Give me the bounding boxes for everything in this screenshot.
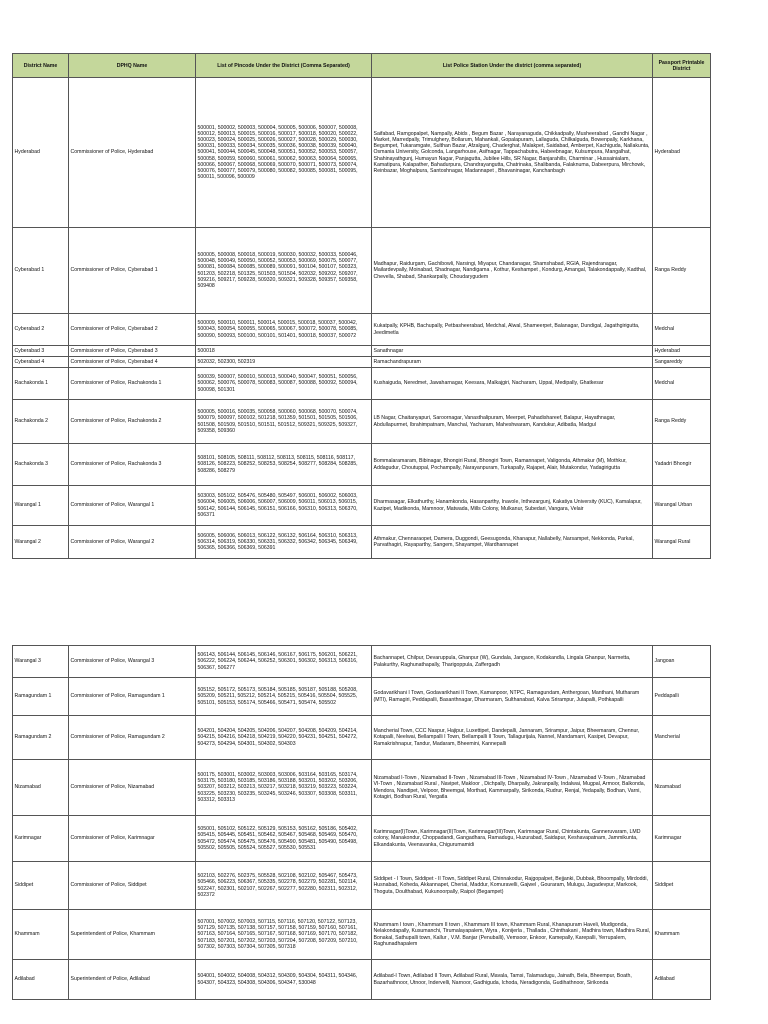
district-name-cell: Cyberabad 3 — [13, 346, 69, 357]
pincode-list-cell: 503003, 505102, 505476, 505480, 505497, 506001, 506002, 506003, 506004, 506005, 506006, 506007, 506009, 506011, 506013, 506015, 506142, 506144, 506145, 506151, 506166, 506310, 506313, 506370, 506371 — [196, 486, 372, 526]
table-row — [13, 486, 711, 526]
table-row — [13, 444, 711, 486]
dphq-name-cell: Superintendent of Police, Khammam — [69, 910, 196, 960]
table-row — [13, 716, 711, 760]
pincode-list-cell: 506143, 506144, 506145, 506146, 506167, 506175, 506201, 506221, 506222, 506224, 506244, 506252, 506301, 506302, 506313, 506316, 506367, 506277 — [196, 646, 372, 678]
table-row — [13, 678, 711, 716]
pincode-list-cell: 508101, 508105, 508111, 508112, 508113, 508115, 508116, 508117, 508126, 508223, 508252, 508253, 508254, 508277, 508284, 508285, 508286, 508279 — [196, 444, 372, 486]
pincode-list-cell: 502103, 502276, 502375, 505528, 502108, 502102, 505467, 505473, 505466, 506223, 506367, 505335, 502278, 502279, 502281, 502114, 502247, 502301, 502107, 502267, 502277, 502280, 502311, 502312, 502372 — [196, 862, 372, 910]
passport-district-cell: Adilabad — [653, 960, 711, 1000]
passport-district-cell: Warangal Rural — [653, 526, 711, 559]
police-station-list-cell: Kushaiguda, Neredmet, Jawaharnagar, Keesara, Malkajgiri, Nacharam, Uppal, Medipally, Ghatkesar — [372, 368, 653, 400]
table-row — [13, 526, 711, 559]
pincode-list-cell: 500001, 500002, 500003, 500004, 500005, 500006, 500007, 500008, 500012, 500013, 500015, 500016, 500017, 500018, 500020, 500022, 500023, 500024, 500025, 500026, 500027, 500028, 500029, 500030, 500031, 500033, 500034, 500035, 500036, 500038, 500039, 500040, 500041, 500044, 500045, 500048, 500051, 500052, 500053, 500057, 500058, 500059, 500060, 500061, 500062, 500063, 500064, 500065, 500066, 500067, 500068, 500069, 500070, 500071, 500073, 500074, 500076, 500077, 500079, 500080, 500082, 500085, 500081, 500095, 500011, 500096, 500009 — [196, 78, 372, 228]
passport-district-cell: Nizamabad — [653, 760, 711, 816]
district-name-cell: Nizamabad — [13, 760, 69, 816]
district-name-cell: Hyderabad — [13, 78, 69, 228]
passport-district-cell: Hyderabad — [653, 78, 711, 228]
pincode-list-cell: 506005, 506006, 506013, 506122, 506132, 506164, 506310, 506313, 506314, 506319, 506330, 506331, 506332, 506342, 506345, 506349, 506365, 506366, 506369, 506391 — [196, 526, 372, 559]
passport-district-cell: Hyderabad — [653, 346, 711, 357]
district-name-cell: Warangal 2 — [13, 526, 69, 559]
police-station-list-cell: Sanathnagar — [372, 346, 653, 357]
dphq-name-cell: Commissioner of Police, Warangal 1 — [69, 486, 196, 526]
pincode-list-cell: 500005, 500016, 500035, 500058, 500060, 500068, 500070, 500074, 500079, 500097, 500102, 501218, 501359, 501501, 501505, 501506, 501508, 501509, 501510, 501511, 501512, 509321, 509325, 509327, 509358, 509360 — [196, 400, 372, 444]
passport-district-cell: Medchal — [653, 368, 711, 400]
pincode-list-cell: 505152, 505172, 505173, 505184, 505185, 505187, 505188, 505208, 505209, 505211, 505212, 505214, 505215, 505416, 505504, 505525, 505101, 505153, 505174, 505466, 505471, 505474, 505502 — [196, 678, 372, 716]
district-name-cell: Siddipet — [13, 862, 69, 910]
table-row — [13, 346, 711, 357]
passport-district-cell: Medchal — [653, 314, 711, 346]
passport-district-cell: Yadadri Bhongir — [653, 444, 711, 486]
pincode-list-cell: 500018 — [196, 346, 372, 357]
dphq-name-cell: Commissioner of Police, Cyberabad 2 — [69, 314, 196, 346]
district-name-cell: Cyberabad 4 — [13, 357, 69, 368]
dphq-name-cell: Commissioner of Police, Cyberabad 4 — [69, 357, 196, 368]
dphq-name-cell: Commissioner of Police, Rachakonda 3 — [69, 444, 196, 486]
passport-district-cell: Ranga Reddy — [653, 400, 711, 444]
dphq-name-cell: Commissioner of Police, Cyberabad 1 — [69, 228, 196, 314]
pincode-list-cell: 500009, 500010, 500011, 500014, 500015, 500018, 500037, 500042, 500043, 500054, 500055, 500065, 500067, 500072, 500078, 500085, 500090, 500093, 500100, 500101, 501401, 500018, 500037, 500072 — [196, 314, 372, 346]
districts-table-page-2 — [12, 645, 711, 1000]
police-station-list-cell: Ramachandrapuram — [372, 357, 653, 368]
table-row — [13, 357, 711, 368]
police-station-list-cell: Godavarikhani I Town, Godavarikhani II Town, Kamanpoor, NTPC, Ramagundam, Anthergoan, Manthani, Mutharam (MTI), Ramagiri, Peddapalli, Basanthnagar, Dharmaram, Sulthanabad, Kalva Srirampur, Julapalli, Pothkapalli — [372, 678, 653, 716]
dphq-name-cell: Commissioner of Police, Ramagundam 2 — [69, 716, 196, 760]
district-name-cell: Karimnagar — [13, 816, 69, 862]
passport-district-cell: Mancherial — [653, 716, 711, 760]
table-row — [13, 314, 711, 346]
police-station-list-cell: Karimnagar(I)Town, Karimnagar(II)Town, Karimnagar(III)Town, Karimnagar Rural, Chintakunta, Ganneruvaram, LMD colony, Manakondur, Choppadandi, Gangadhara, Ramadugu, Huzurabad, Saidapur, Keshavapatnam, Jammikunta, Elkandakunta, Veenavanka, Chigurumamidi — [372, 816, 653, 862]
dphq-name-cell: Commissioner of Police, Warangal 3 — [69, 646, 196, 678]
pincode-list-cell: 504001, 504002, 504008, 504312, 504309, 504304, 504311, 504346, 504307, 504323, 504308, 504306, 504347, 530048 — [196, 960, 372, 1000]
table-row — [13, 862, 711, 910]
district-name-cell: Warangal 3 — [13, 646, 69, 678]
police-station-list-cell: Dharmasagar, Elkathurthy, Hanamkonda, Hasanparthy, Inavole, Inthezargunj, Kakatiya University (KUC), Kamalapur, Kazipet, Madikonda, Mamnoor, Matwada, Mills Colony, Mulkanur, Subedari, Vangara, Velair — [372, 486, 653, 526]
header-passport-district: Passport Printable District — [653, 54, 711, 78]
dphq-name-cell: Commissioner of Police, Ramagundam 1 — [69, 678, 196, 716]
police-station-list-cell: Bachannapet, Chilpur, Devaruppula, Ghanpur (W), Gundala, Jangaon, Kodakandla, Lingala Ghanpur, Narmetta, Palakurthy, Raghunathapally, Tharigoppula, Zaffergadh — [372, 646, 653, 678]
pincode-list-cell: 502032, 502300, 502319 — [196, 357, 372, 368]
police-station-list-cell: Nizamabad I-Town , Nizamabad II-Town , Nizamabad III-Town , Nizamabad IV-Town , Nizamabad V-Town , Nizamabad VI-Town , Nizamabad Rural , Navipet, Makloor , Dichpally, Dharpally, Jakranpally, Indalwai, Mugpal, Armoor, Balkonda, Mendora, Nandipet, Velpoor, Bheemgal, Morthad, Kammarpally, Sirikonda, Rudrur, Renjal, Yedapally, Bodhan, Varni, Kotagiri, Bodhan Rural, Yergatla — [372, 760, 653, 816]
police-station-list-cell: Athmakur, Chennaraopet, Damera, Duggondi, Geesugonda, Khanapur, Nallabelly, Narsampet, Nekkonda, Parkal, Parvathagiri, Rayaparthy, Sangem, Shayampet, Wardhannapet — [372, 526, 653, 559]
table-row — [13, 368, 711, 400]
passport-district-cell: Jangoan — [653, 646, 711, 678]
police-station-list-cell: Saifabad, Ramgopalpet, Nampally, Abids , Begum Bazar , Narayanaguda, Chikkadpally, Musheerabad , Gandhi Nagar , Market, Marredpally, Trimulghery, Bollarum, Mahankali, Gopalapuram, Lallaguda, Chilkalguda, Bowenpally, Karkhana, Begumpet, Tukaramgate, Sulthan Bazar, Afzalgunj, Chaderghat, Malakpet, Saidabad, Amberpet, Kachiguda, Nallakunta, Osmania University, Golconda, Langarhouse, Asifnagar, Tappachabutra, Habeebnagar, Kulsumpura, Mangalhat, Shahinayathgunj, Humayun Nagar, Panjagutta, Jubilee Hills, SR Nagar, Banjarahills, Charminar , Hussainialam, Kamatipura, Kalapather, Bahadurpura, Chandrayangutta, Chatrinaka, Shalibanda, Falaknuma, Dabeerpura, Mirchowk, Reinbazar, Moghalpura, Santoshnagar, Madannapet , Bhavaninagar, Kanchanbagh — [372, 78, 653, 228]
table-row — [13, 228, 711, 314]
passport-district-cell: Siddipet — [653, 862, 711, 910]
district-name-cell: Ramagundam 2 — [13, 716, 69, 760]
district-name-cell: Warangal 1 — [13, 486, 69, 526]
district-name-cell: Cyberabad 1 — [13, 228, 69, 314]
passport-district-cell: Khammam — [653, 910, 711, 960]
district-name-cell: Rachakonda 2 — [13, 400, 69, 444]
district-name-cell: Cyberabad 2 — [13, 314, 69, 346]
district-name-cell: Rachakonda 3 — [13, 444, 69, 486]
pincode-list-cell: 505001, 505102, 505122, 505129, 505153, 505162, 505186, 505402, 505415, 505445, 505451, 505462, 505467, 505468, 505469, 505470, 505472, 505474, 505475, 505476, 505490, 505481, 505490, 505498, 505502, 505505, 505524, 505527, 505530, 505531 — [196, 816, 372, 862]
police-station-list-cell: Mancherial Town, CCC Naspur, Hajipur, Luxettipet, Dandepalli, Jannaram, Srirampur, Jaipur, Bheemaram, Chennur, Kotapalli, Neelwai, Bellampalli I Town, Bellampalli II Town, Tallagurijala, Nannel, Mandamarri, Kasipet, Devapur, Ramakrishnapur, Tandur, Madaram, Bheemini, Kannepalli — [372, 716, 653, 760]
police-station-list-cell: Adilabad-I Town, Adilabad II Town, Adilabad Rural, Mavala, Tamsi, Talamadugu, Jainath, Bela, Bheempur, Boath, Bazarhathnoor, Utnoor, Indervelli, Narnoor, Gadhiguda, Ichoda, Neradigonda, Gudihathnoor, Sirikonda — [372, 960, 653, 1000]
dphq-name-cell: Commissioner of Police, Rachakonda 2 — [69, 400, 196, 444]
header-row — [13, 54, 711, 78]
table-row — [13, 78, 711, 228]
passport-district-cell: Ranga Reddy — [653, 228, 711, 314]
police-station-list-cell: Bommalaramaram, Bibinagar, Bhongiri Rural, Bhongiri Town, Ramannapet, Valigonda, Athmakur (M), Mothkur, Addagudur, Choutuppal, Pochampally, Narayanpuram, Turkapally, Rajapet, Alair, Mutakondur, Yadagirigutta — [372, 444, 653, 486]
dphq-name-cell: Commissioner of Police, Rachakonda 1 — [69, 368, 196, 400]
police-station-list-cell: LB Nagar, Chaitanyapuri, Saroornagar, Vanasthalipuram, Meerpet, Pahadishareef, Balapur, Hayathnagar, Abdullapurmet, Ibrahimpatnam, Manchal, Yacharam, Maheshwaram, Kandukur, Adibatla, Madgul — [372, 400, 653, 444]
dphq-name-cell: Commissioner of Police, Warangal 2 — [69, 526, 196, 559]
header-police-station-list: List Police Station Under the district (comma separated) — [372, 54, 653, 78]
table-row — [13, 646, 711, 678]
dphq-name-cell: Commissioner of Police, Karimnagar — [69, 816, 196, 862]
header-pincode-list: List of Pincode Under the District (Comma Separated) — [196, 54, 372, 78]
pincode-list-cell: 504201, 504204, 504205, 504206, 504207, 504208, 504209, 504214, 504215, 504216, 504218, 504219, 504220, 504231, 504251, 504272, 504273, 504294, 504301, 504302, 504303 — [196, 716, 372, 760]
passport-district-cell: Warangal Urban — [653, 486, 711, 526]
table-row — [13, 960, 711, 1000]
police-station-list-cell: Khammam I town , Khammam II town , Khammam III town, Khammam Rural, Khanapuram Haveli, Mudigonda, Nelakondapally, Kusumanchi, Tirumalayapalem, Wyra , Konijerla , Thallada , Chinthakani , Madhira town, Madhira Rural, Bonakal, Sathupalli town, Kallur , V.M. Banjar (Penuballi), Vemsoor, Enkoor, Kamepally, Karepalli, Yerrupalem, Raghunadhapalem — [372, 910, 653, 960]
passport-district-cell: Sangareddy — [653, 357, 711, 368]
dphq-name-cell: Commissioner of Police, Siddipet — [69, 862, 196, 910]
pincode-list-cell: 500175, 503001, 503002, 503003, 503006, 503164, 503165, 503174, 503175, 503180, 503185, 503186, 503188, 503201, 503202, 503206, 503207, 503212, 503213, 503217, 503218, 503219, 503223, 503224, 503225, 503230, 503235, 503245, 503246, 503307, 503308, 503311, 503312, 503313 — [196, 760, 372, 816]
pincode-list-cell: 500005, 500008, 500018, 500019, 500030, 500032, 500033, 500046, 500048, 500049, 500050, 500052, 500053, 500069, 500075, 500077, 500081, 500084, 500085, 500089, 500091, 500104, 500107, 500323, 501203, 502218, 501325, 501503, 501504, 502032, 509202, 509207, 509216, 509217, 509228, 509320, 509321, 509328, 509357, 509358, 509408 — [196, 228, 372, 314]
header-district-name: District Name — [13, 54, 69, 78]
district-name-cell: Adilabad — [13, 960, 69, 1000]
passport-district-cell: Karimnagar — [653, 816, 711, 862]
pincode-list-cell: 507001, 507002, 507003, 507115, 507116, 507120, 507122, 507123, 507129, 507135, 507138, 507157, 507158, 507159, 507160, 507161, 507163, 507164, 507165, 507167, 507168, 507169, 507170, 507182, 507183, 507201, 507202, 507203, 507204, 507208, 507209, 507210, 507302, 507303, 507304, 507305, 507318 — [196, 910, 372, 960]
passport-district-cell: Peddapalli — [653, 678, 711, 716]
dphq-name-cell: Commissioner of Police, Nizamabad — [69, 760, 196, 816]
district-name-cell: Khammam — [13, 910, 69, 960]
dphq-name-cell: Commissioner of Police, Cyberabad 3 — [69, 346, 196, 357]
pincode-list-cell: 500039, 500007, 500010, 500013, 500040, 500047, 500051, 500056, 500062, 500076, 500078, 500083, 500087, 500088, 500092, 500094, 500098, 501301 — [196, 368, 372, 400]
table-row — [13, 760, 711, 816]
police-station-list-cell: Kukatpally, KPHB, Bachupally, Petbasheerabad, Medchal, Alwal, Shameerpet, Balanagar, Dundigal, Jagathgirigutta, Jeedimetla — [372, 314, 653, 346]
table-row — [13, 400, 711, 444]
police-station-list-cell: Madhapur, Raidurgam, Gachibowli, Narsingi, Miyapur, Chandanagar, Shamshabad, RGIA, Rajendranagar, Mailardevpally, Moinabad, Shadnagar, Nandigama , Kothur, Keshampet , Kondurg, Amangal, Talakondappally, Kadthal, Chevella, Shabad, Shankarpally, Choudarygudem — [372, 228, 653, 314]
table-row — [13, 910, 711, 960]
dphq-name-cell: Superintendent of Police, Adilabad — [69, 960, 196, 1000]
dphq-name-cell: Commissioner of Police, Hyderabad — [69, 78, 196, 228]
police-station-list-cell: Siddipet - I Town, Siddipet - II Town, Siddipet Rural, Chinnakodur, Rajgopalpet, Bejjanki, Dubbak, Bhoompally, Mirdoddi, Husnabad, Koheda, Akkannapet, Cherial, Maddur, Komuravelli, Gajwel , Gouraram, Mulugu, Jagadevpur, Markook, Thoguta, Doulthabad, Kukunoorpally, Raipol (Begampet) — [372, 862, 653, 910]
district-name-cell: Rachakonda 1 — [13, 368, 69, 400]
districts-table-page-1 — [12, 53, 711, 559]
district-name-cell: Ramagundam 1 — [13, 678, 69, 716]
header-dphq-name: DPHQ Name — [69, 54, 196, 78]
table-row — [13, 816, 711, 862]
